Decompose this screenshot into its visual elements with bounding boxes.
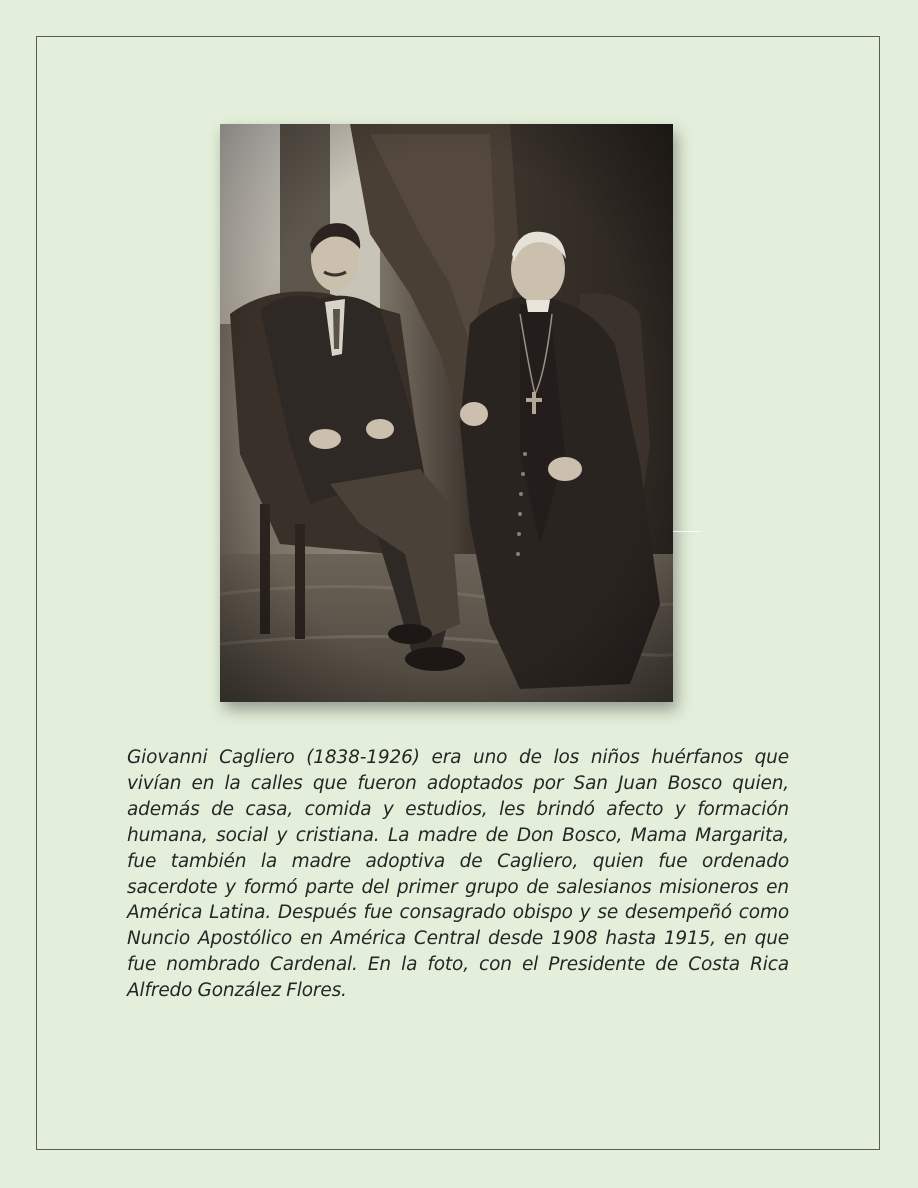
photo-caption: Giovanni Cagliero (1838-1926) era uno de los niños huérfanos que vivían en la calles que fueron adoptados por San Juan Bosco quien, además de casa, comida y estudios, les brindó afecto y formación humana, social y cristiana. La madre de Don Bosco, Mama Margarita, fue también la madre adoptiva de Cagliero, quien fue ordenado sacerdote y formó parte del primer grupo de salesianos misioneros en América Latina. Después fue consagrado obispo y se desempeñó como Nuncio Apostólico en América Central desde 1908 hasta 1915, en que fue nombrado Cardenal. En la foto, con el Presidente de Costa Rica Alfredo González Flores.	[127, 747, 789, 1002]
decorative-tick-mark	[673, 531, 701, 532]
portrait-photo-illustration	[220, 124, 673, 702]
portrait-photo	[220, 124, 673, 702]
